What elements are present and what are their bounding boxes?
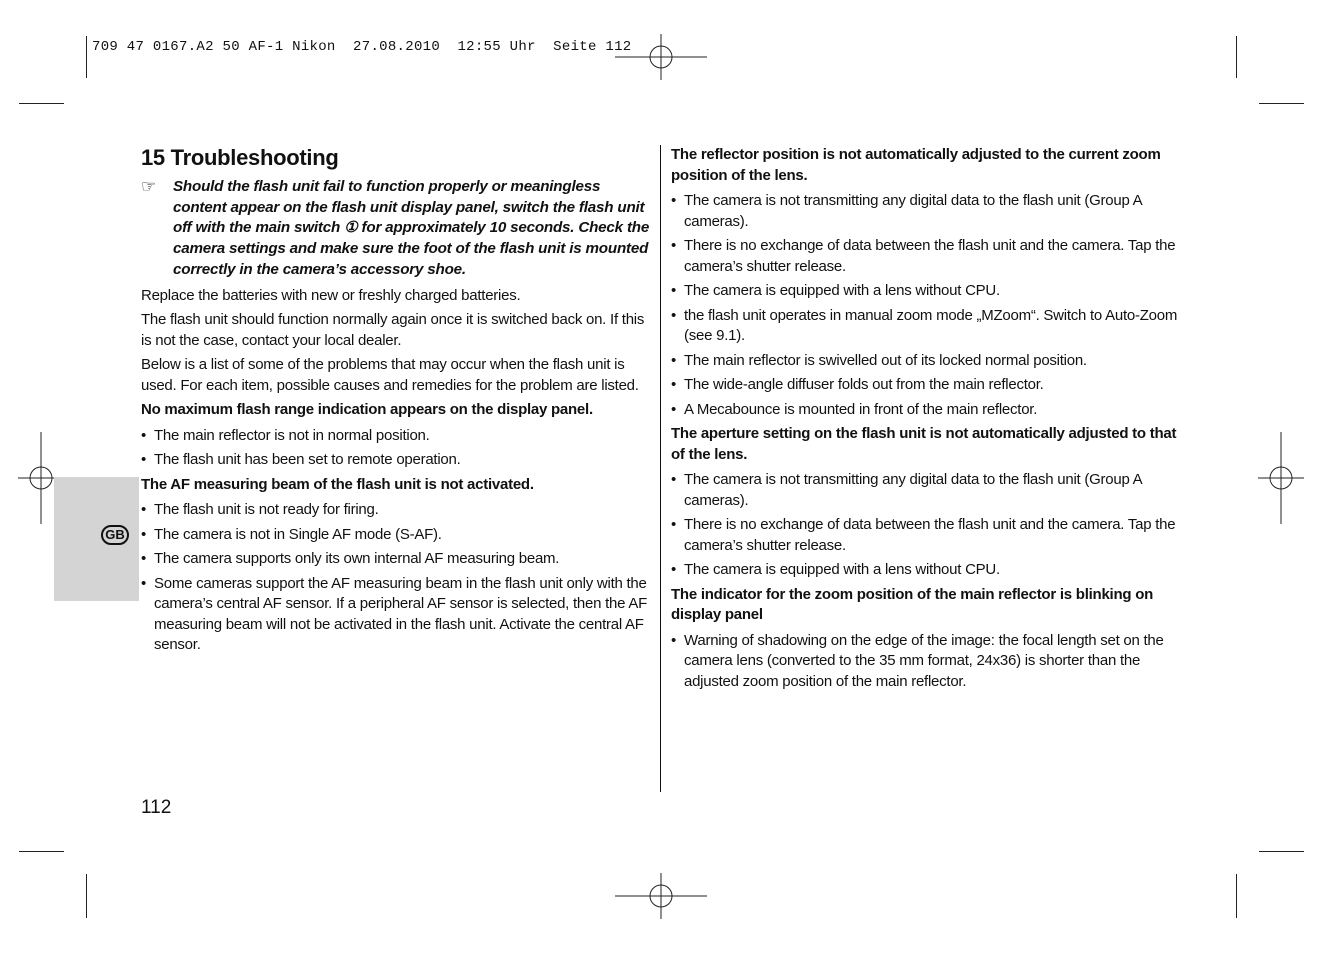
list-item: • The camera is equipped with a lens without CPU.	[671, 281, 1183, 302]
note-block	[141, 177, 653, 281]
list-item: • The flash unit is not ready for firing.	[141, 500, 653, 521]
paragraph: Replace the batteries with new or freshly charged batteries.	[141, 286, 521, 304]
section-heading: No maximum flash range indication appears on the display panel.	[141, 401, 593, 419]
registration-mark-right	[1258, 432, 1304, 524]
column-divider	[660, 145, 661, 792]
list-item: • There is no exchange of data between the flash unit and the camera. Tap the camera’s shutter release.	[671, 236, 1183, 277]
crop-mark	[19, 851, 64, 852]
bullet-list	[671, 470, 1183, 581]
list-item: • The camera is equipped with a lens without CPU.	[671, 560, 1183, 581]
page-number: 112	[141, 797, 172, 818]
list-item: • A Mecabounce is mounted in front of the main reflector.	[671, 400, 1183, 421]
section-heading: The aperture setting on the flash unit is not automatically adjusted to that of the lens.	[671, 425, 1177, 463]
section-heading: The AF measuring beam of the flash unit is not activated.	[141, 475, 534, 493]
page-title: 15 Troubleshooting	[141, 145, 339, 170]
list-item: • The camera supports only its own internal AF measuring beam.	[141, 549, 653, 570]
print-header: 709 47 0167.A2 50 AF-1 Nikon 27.08.2010 12:55 Uhr Seite 112	[92, 39, 632, 55]
note-text: Should the flash unit fail to function properly or meaningless content appear on the flash unit display panel, switch the flash unit off with the main switch ① for approximately 10 seconds. Check the camera settings and make sure the foot of the flash unit is mounted correctly in the camera’s accessory shoe.	[173, 178, 650, 278]
list-item: • Some cameras support the AF measuring beam in the flash unit only with the camera’s central AF sensor. If a peripheral AF sensor is selected, then the AF measuring beam will not be activated in the flash unit. Activate the central AF sensor.	[141, 574, 653, 656]
bullet-list	[141, 500, 653, 656]
left-column	[141, 145, 653, 660]
crop-mark	[1259, 103, 1304, 104]
crop-mark	[19, 103, 64, 104]
crop-mark	[86, 36, 87, 78]
section-heading: The indicator for the zoom position of the main reflector is blinking on display panel	[671, 585, 1154, 623]
bullet-list	[671, 631, 1183, 693]
list-item: • The wide-angle diffuser folds out from the main reflector.	[671, 375, 1183, 396]
crop-mark	[1236, 874, 1237, 918]
bullet-list	[141, 426, 653, 471]
list-item: • the flash unit operates in manual zoom mode „MZoom“. Switch to Auto-Zoom (see 9.1).	[671, 306, 1183, 347]
list-item: • The camera is not transmitting any digital data to the flash unit (Group A cameras).	[671, 191, 1183, 232]
pointing-hand-icon: ☞	[141, 177, 157, 196]
crop-mark	[1259, 851, 1304, 852]
list-item: • The camera is not transmitting any digital data to the flash unit (Group A cameras).	[671, 470, 1183, 511]
registration-mark-bottom	[615, 873, 707, 919]
section-heading: The reflector position is not automatically adjusted to the current zoom position of the lens.	[671, 146, 1161, 184]
list-item: • The main reflector is not in normal position.	[141, 426, 653, 447]
list-item: • Warning of shadowing on the edge of the image: the focal length set on the camera lens (converted to the 35 mm format, 24x36) is shorter than the adjusted zoom position of the main reflector.	[671, 631, 1183, 693]
crop-mark	[86, 874, 87, 918]
list-item: • The main reflector is swivelled out of its locked normal position.	[671, 351, 1183, 372]
paragraph: The flash unit should function normally again once it is switched back on. If this is not the case, contact your local dealer.	[141, 311, 645, 349]
crop-mark	[1236, 36, 1237, 78]
right-column	[671, 145, 1183, 696]
language-badge: GB	[101, 525, 129, 545]
list-item: • The flash unit has been set to remote operation.	[141, 450, 653, 471]
list-item: • There is no exchange of data between the flash unit and the camera. Tap the camera’s shutter release.	[671, 515, 1183, 556]
list-item: • The camera is not in Single AF mode (S-AF).	[141, 525, 653, 546]
paragraph: Below is a list of some of the problems that may occur when the flash unit is used. For each item, possible causes and remedies for the problem are listed.	[141, 356, 639, 394]
bullet-list	[671, 191, 1183, 420]
